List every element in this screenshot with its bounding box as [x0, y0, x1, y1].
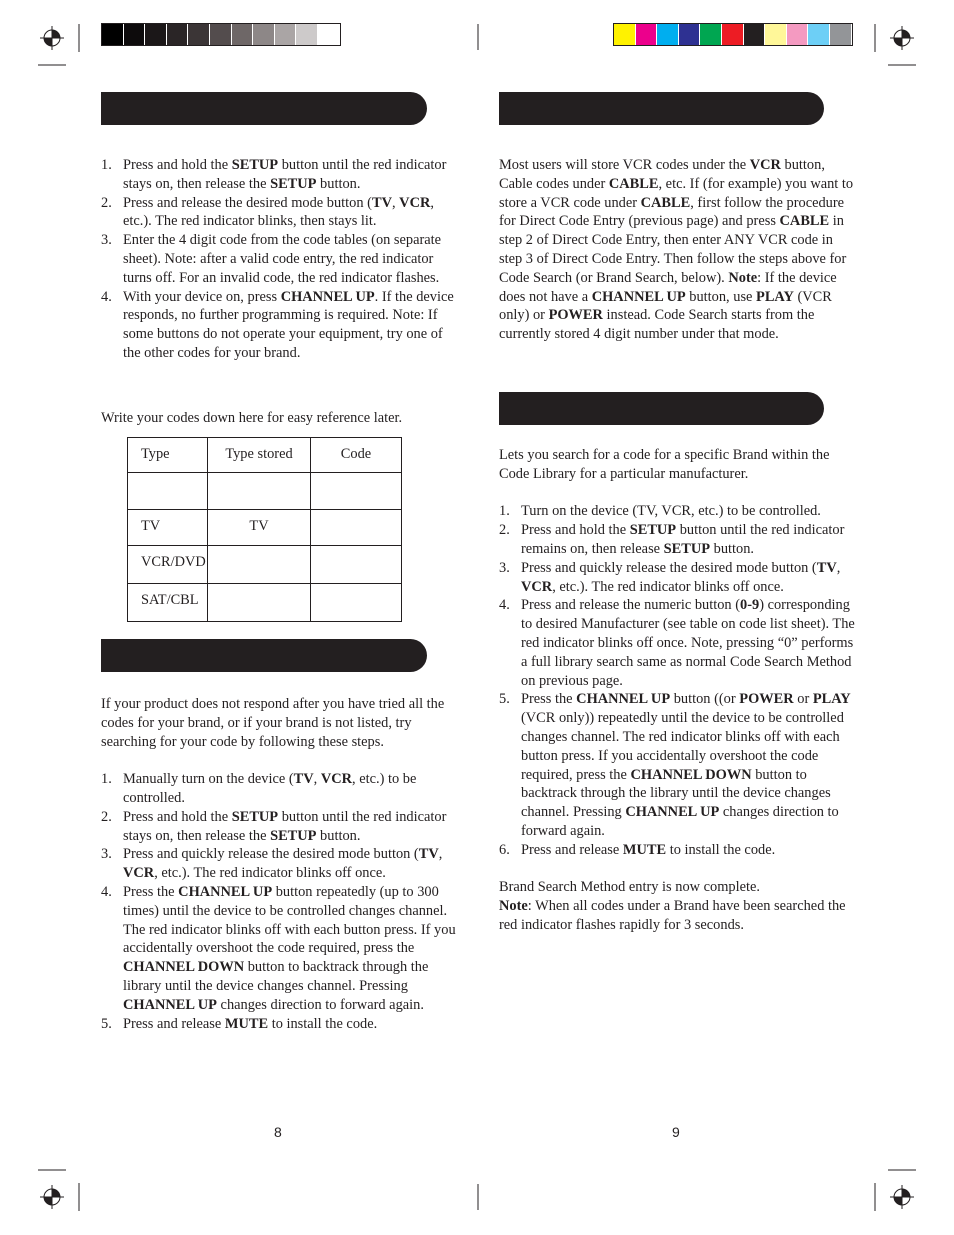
step-number: 4. — [499, 597, 510, 614]
bold-text: MUTE — [224, 1015, 269, 1032]
section-header-bar-brand-search — [499, 392, 824, 425]
color-swatch — [765, 24, 787, 45]
color-swatch — [657, 24, 679, 45]
cell-text: SAT/CBL — [141, 592, 199, 608]
bold-text: SETUP — [629, 522, 677, 539]
list-item — [499, 502, 857, 521]
gray-scale-bar — [101, 23, 341, 46]
bold-text: POWER — [739, 691, 794, 708]
other-device-paragraph — [499, 156, 857, 344]
list-item — [499, 841, 857, 860]
bold-text: SETUP — [231, 157, 279, 173]
page-number-right: 9 — [672, 1124, 680, 1140]
color-swatch — [679, 24, 701, 45]
text-run: button, Cable codes under — [499, 157, 825, 192]
bold-text: SETUP — [231, 808, 279, 825]
list-item — [499, 596, 857, 690]
brand-search-steps — [499, 502, 857, 859]
cell-text — [208, 584, 310, 591]
text-run: Press the — [521, 691, 577, 708]
color-swatch — [210, 24, 232, 45]
step-number: 4. — [101, 883, 112, 900]
table-cell — [208, 510, 311, 546]
step-number: 3. — [101, 846, 112, 863]
color-swatch — [744, 24, 766, 45]
table-cell — [128, 510, 208, 546]
step-number: 2. — [101, 194, 112, 211]
list-item — [101, 808, 457, 846]
text-run: Press and release the numeric button ( — [521, 597, 740, 614]
step-number: 4. — [101, 288, 112, 305]
text-run: Press the — [123, 883, 179, 900]
brand-search-complete: Brand Search Method entry is now complete. — [499, 879, 760, 896]
step-number: 1. — [101, 771, 112, 788]
text-run: . If the device responds, no further programming is required. Note: If some buttons do not operate your equipment, try one of the other codes for your brand. — [123, 288, 454, 361]
color-swatch — [275, 24, 297, 45]
other-device-section — [499, 156, 857, 344]
cell-text — [311, 510, 401, 517]
text-run: button. — [710, 540, 755, 557]
bold-text: VCR — [521, 578, 553, 595]
step-number: 5. — [101, 1015, 112, 1032]
text-run: , — [438, 846, 443, 863]
text-run: to install the code. — [268, 1015, 378, 1032]
bold-text: CABLE — [640, 194, 691, 211]
text-run: button. — [316, 827, 361, 844]
bold-text: CHANNEL UP — [576, 691, 671, 708]
color-swatch — [296, 24, 318, 45]
page-number-left: 8 — [274, 1124, 282, 1140]
table-cell — [208, 473, 311, 510]
text-run: (VCR only)) repeatedly until the device to be controlled changes channel. The red indicator blinks off with each button press. If you accidentally overshoot the code required, press the — [521, 710, 844, 783]
text-run: button repeatedly (up to 300 times) until the device to be controlled changes channel. The red indicator blinks off with each button press. If you accidentally overshoot the code required, press the — [123, 883, 456, 957]
bold-text: SETUP — [663, 540, 711, 557]
direct-code-steps — [101, 156, 457, 363]
color-scale-bar — [613, 23, 853, 46]
table-header-cell — [128, 438, 208, 473]
code-search-intro: If your product does not respond after you have tried all the codes for your brand, or if your brand is not listed, try searching for your code by following these steps. — [101, 696, 445, 750]
color-swatch — [614, 24, 636, 45]
text-run: button, use — [685, 288, 757, 305]
table-row — [128, 584, 402, 622]
table-header-row — [128, 438, 402, 473]
bold-text: POWER — [548, 307, 603, 324]
text-run: , — [391, 194, 400, 211]
bold-text: SETUP — [270, 175, 317, 192]
section-header-bar-code-search — [101, 639, 427, 672]
table-header-cell — [208, 438, 311, 473]
table-cell — [128, 473, 208, 510]
bold-text: CABLE — [608, 175, 659, 192]
color-swatch — [145, 24, 167, 45]
text-run: Turn on the device (TV, VCR, etc.) to be controlled. — [521, 503, 821, 520]
cell-text — [128, 473, 207, 480]
text-run: Press and hold the — [521, 522, 630, 539]
text-run: button until the red indicator remains on, then release — [521, 522, 845, 557]
bold-text: CHANNEL DOWN — [123, 959, 245, 976]
text-run: (VCR only) or — [499, 288, 832, 324]
text-run: : If the device does not have a — [499, 269, 837, 305]
text-run: , etc.) to be controlled. — [123, 771, 417, 806]
text-run: changes direction to forward again. — [521, 804, 839, 839]
bold-text: PLAY — [756, 288, 794, 305]
code-record-table — [127, 437, 402, 622]
color-swatch — [188, 24, 210, 45]
text-run: instead. Code Search starts from the currently stored 4 digit number under that mode. — [499, 307, 815, 343]
color-swatch — [253, 24, 275, 45]
step-number: 3. — [101, 232, 112, 249]
table-cell — [128, 546, 208, 584]
table-cell — [311, 546, 402, 584]
bold-text: TV — [816, 559, 837, 576]
text-run: ) corresponding to desired Manufacturer (see table on code list sheet). The red indicator blinks off once. Note, pressing “0” performs a full library search same as normal Code Search Method on previous page. — [521, 597, 855, 689]
cell-text: Type — [141, 446, 170, 462]
step-number: 3. — [499, 559, 510, 576]
text-run: , etc.). The red indicator blinks off once. — [552, 578, 784, 595]
step-number: 5. — [499, 691, 510, 708]
table-cell — [311, 473, 402, 510]
text-run: Press and hold the — [123, 808, 232, 825]
bold-text: VCR — [123, 865, 155, 882]
color-swatch — [808, 24, 830, 45]
text-run: button. — [316, 175, 361, 192]
text-run: button to backtrack through the library until the device changes channel. Pressing — [123, 959, 429, 994]
color-swatch — [102, 24, 124, 45]
text-run: Press and quickly release the desired mode button ( — [521, 559, 817, 576]
text-run: , etc.). The red indicator blinks, then stays lit. — [123, 194, 434, 230]
bold-text: 0-9 — [740, 597, 760, 614]
text-run: or — [793, 691, 813, 708]
bold-text: CABLE — [779, 213, 830, 230]
list-item — [101, 156, 457, 194]
list-item — [499, 690, 857, 840]
color-swatch — [232, 24, 254, 45]
table-header-cell — [311, 438, 402, 473]
text-run: Enter the 4 digit code from the code tables (on separate sheet). Note: after a valid code entry, the red indicator turns off. For an invalid code, the red indicator flashes. — [123, 232, 442, 286]
bold-text: MUTE — [622, 841, 667, 858]
text-run: , — [313, 771, 321, 788]
text-run: Press and release the desired mode button ( — [123, 194, 372, 211]
text-run: , — [836, 559, 841, 576]
text-run: to install the code. — [666, 841, 776, 858]
step-number: 6. — [499, 841, 510, 858]
bold-text: CHANNEL UP — [625, 804, 720, 821]
text-run: button until the red indicator stays on, then release the — [123, 157, 447, 192]
text-run: With your device on, press — [123, 288, 281, 305]
bold-text: TV — [418, 846, 439, 863]
bold-text: TV — [293, 771, 314, 788]
color-swatch — [124, 24, 146, 45]
bold-text: PLAY — [812, 691, 851, 708]
text-run: , etc. If (for example) you want to store a VCR code under — [499, 175, 854, 211]
cell-text — [311, 473, 401, 480]
brand-search-note — [499, 897, 857, 935]
text-run: button to backtrack through the library until the device changes channel. Pressing — [521, 766, 831, 821]
text-run: button ((or — [670, 691, 740, 708]
cell-text — [208, 546, 310, 553]
list-item — [101, 770, 457, 808]
color-swatch — [318, 24, 340, 45]
text-run: Press and hold the — [123, 157, 232, 173]
code-search-section — [101, 695, 457, 1033]
bold-text: CHANNEL UP — [123, 996, 217, 1013]
step-number: 1. — [499, 503, 510, 520]
color-swatch — [636, 24, 658, 45]
bold-text: TV — [371, 194, 392, 211]
list-item — [101, 194, 457, 232]
text-run: button until the red indicator stays on, then release the — [123, 808, 447, 844]
table-cell — [208, 584, 311, 622]
list-item — [499, 521, 857, 559]
bold-text: CHANNEL UP — [178, 883, 273, 900]
list-item — [101, 231, 457, 287]
color-swatch — [722, 24, 744, 45]
list-item — [101, 288, 457, 363]
bold-text: CHANNEL UP — [280, 288, 375, 305]
table-cell — [208, 546, 311, 584]
bold-text: Note — [728, 269, 758, 286]
text-run: Manually turn on the device ( — [123, 771, 294, 788]
section-header-bar-direct-code — [101, 92, 427, 125]
cell-text — [208, 473, 310, 480]
step-number: 2. — [101, 808, 112, 825]
table-cell — [311, 584, 402, 622]
text-run: in step 2 of Direct Code Entry, then enter ANY VCR code in step 3 of Direct Code Entry. Then follow the steps above for Code Search (or Brand Search, below). — [499, 213, 847, 286]
text-run: : When all codes under a Brand have been searched the red indicator flashes rapidly for 3 seconds. — [499, 898, 846, 933]
cell-text — [311, 546, 401, 553]
text-run: , etc.). The red indicator blinks off once. — [154, 865, 386, 882]
text-run: Most users will store VCR codes under the — [499, 157, 750, 173]
cell-text: Code — [340, 446, 372, 462]
brand-search-section — [499, 446, 857, 935]
list-item — [101, 1015, 457, 1034]
table-row — [128, 473, 402, 510]
bold-text: CHANNEL UP — [591, 288, 686, 305]
bold-text: SETUP — [270, 827, 317, 844]
write-codes-note: Write your codes down here for easy reference later. — [101, 410, 403, 426]
text-run: Press and quickly release the desired mode button ( — [123, 846, 419, 863]
cell-text: TV — [249, 518, 269, 534]
color-swatch — [787, 24, 809, 45]
table-row — [128, 510, 402, 546]
section-header-bar-other-devices — [499, 92, 824, 125]
code-search-steps — [101, 770, 457, 1033]
table-cell — [311, 510, 402, 546]
bold-text: Note — [499, 898, 528, 915]
text-run: Press and release — [123, 1015, 225, 1032]
step-number: 2. — [499, 522, 510, 539]
text-run: , first follow the procedure for Direct Code Entry (previous page) and press — [499, 194, 845, 230]
color-swatch — [830, 24, 852, 45]
table-cell — [128, 584, 208, 622]
text-run: Press and release — [521, 841, 623, 858]
cell-text — [311, 584, 401, 591]
list-item — [101, 845, 457, 883]
text-run: changes direction to forward again. — [216, 996, 424, 1013]
bold-text: VCR — [399, 194, 431, 211]
list-item — [499, 559, 857, 597]
cell-text: Type stored — [225, 446, 293, 462]
table-row — [128, 546, 402, 584]
color-swatch — [700, 24, 722, 45]
bold-text: VCR — [320, 771, 353, 788]
step-number: 1. — [101, 157, 112, 173]
direct-code-section — [101, 156, 457, 363]
bold-text: VCR — [749, 157, 781, 173]
bold-text: CHANNEL DOWN — [630, 766, 752, 783]
cell-text: TV — [141, 518, 161, 534]
brand-search-intro: Lets you search for a code for a specific Brand within the Code Library for a particular manufacturer. — [499, 447, 830, 482]
cell-text: VCR/DVD — [141, 554, 206, 570]
color-swatch — [167, 24, 189, 45]
list-item — [101, 883, 457, 1015]
